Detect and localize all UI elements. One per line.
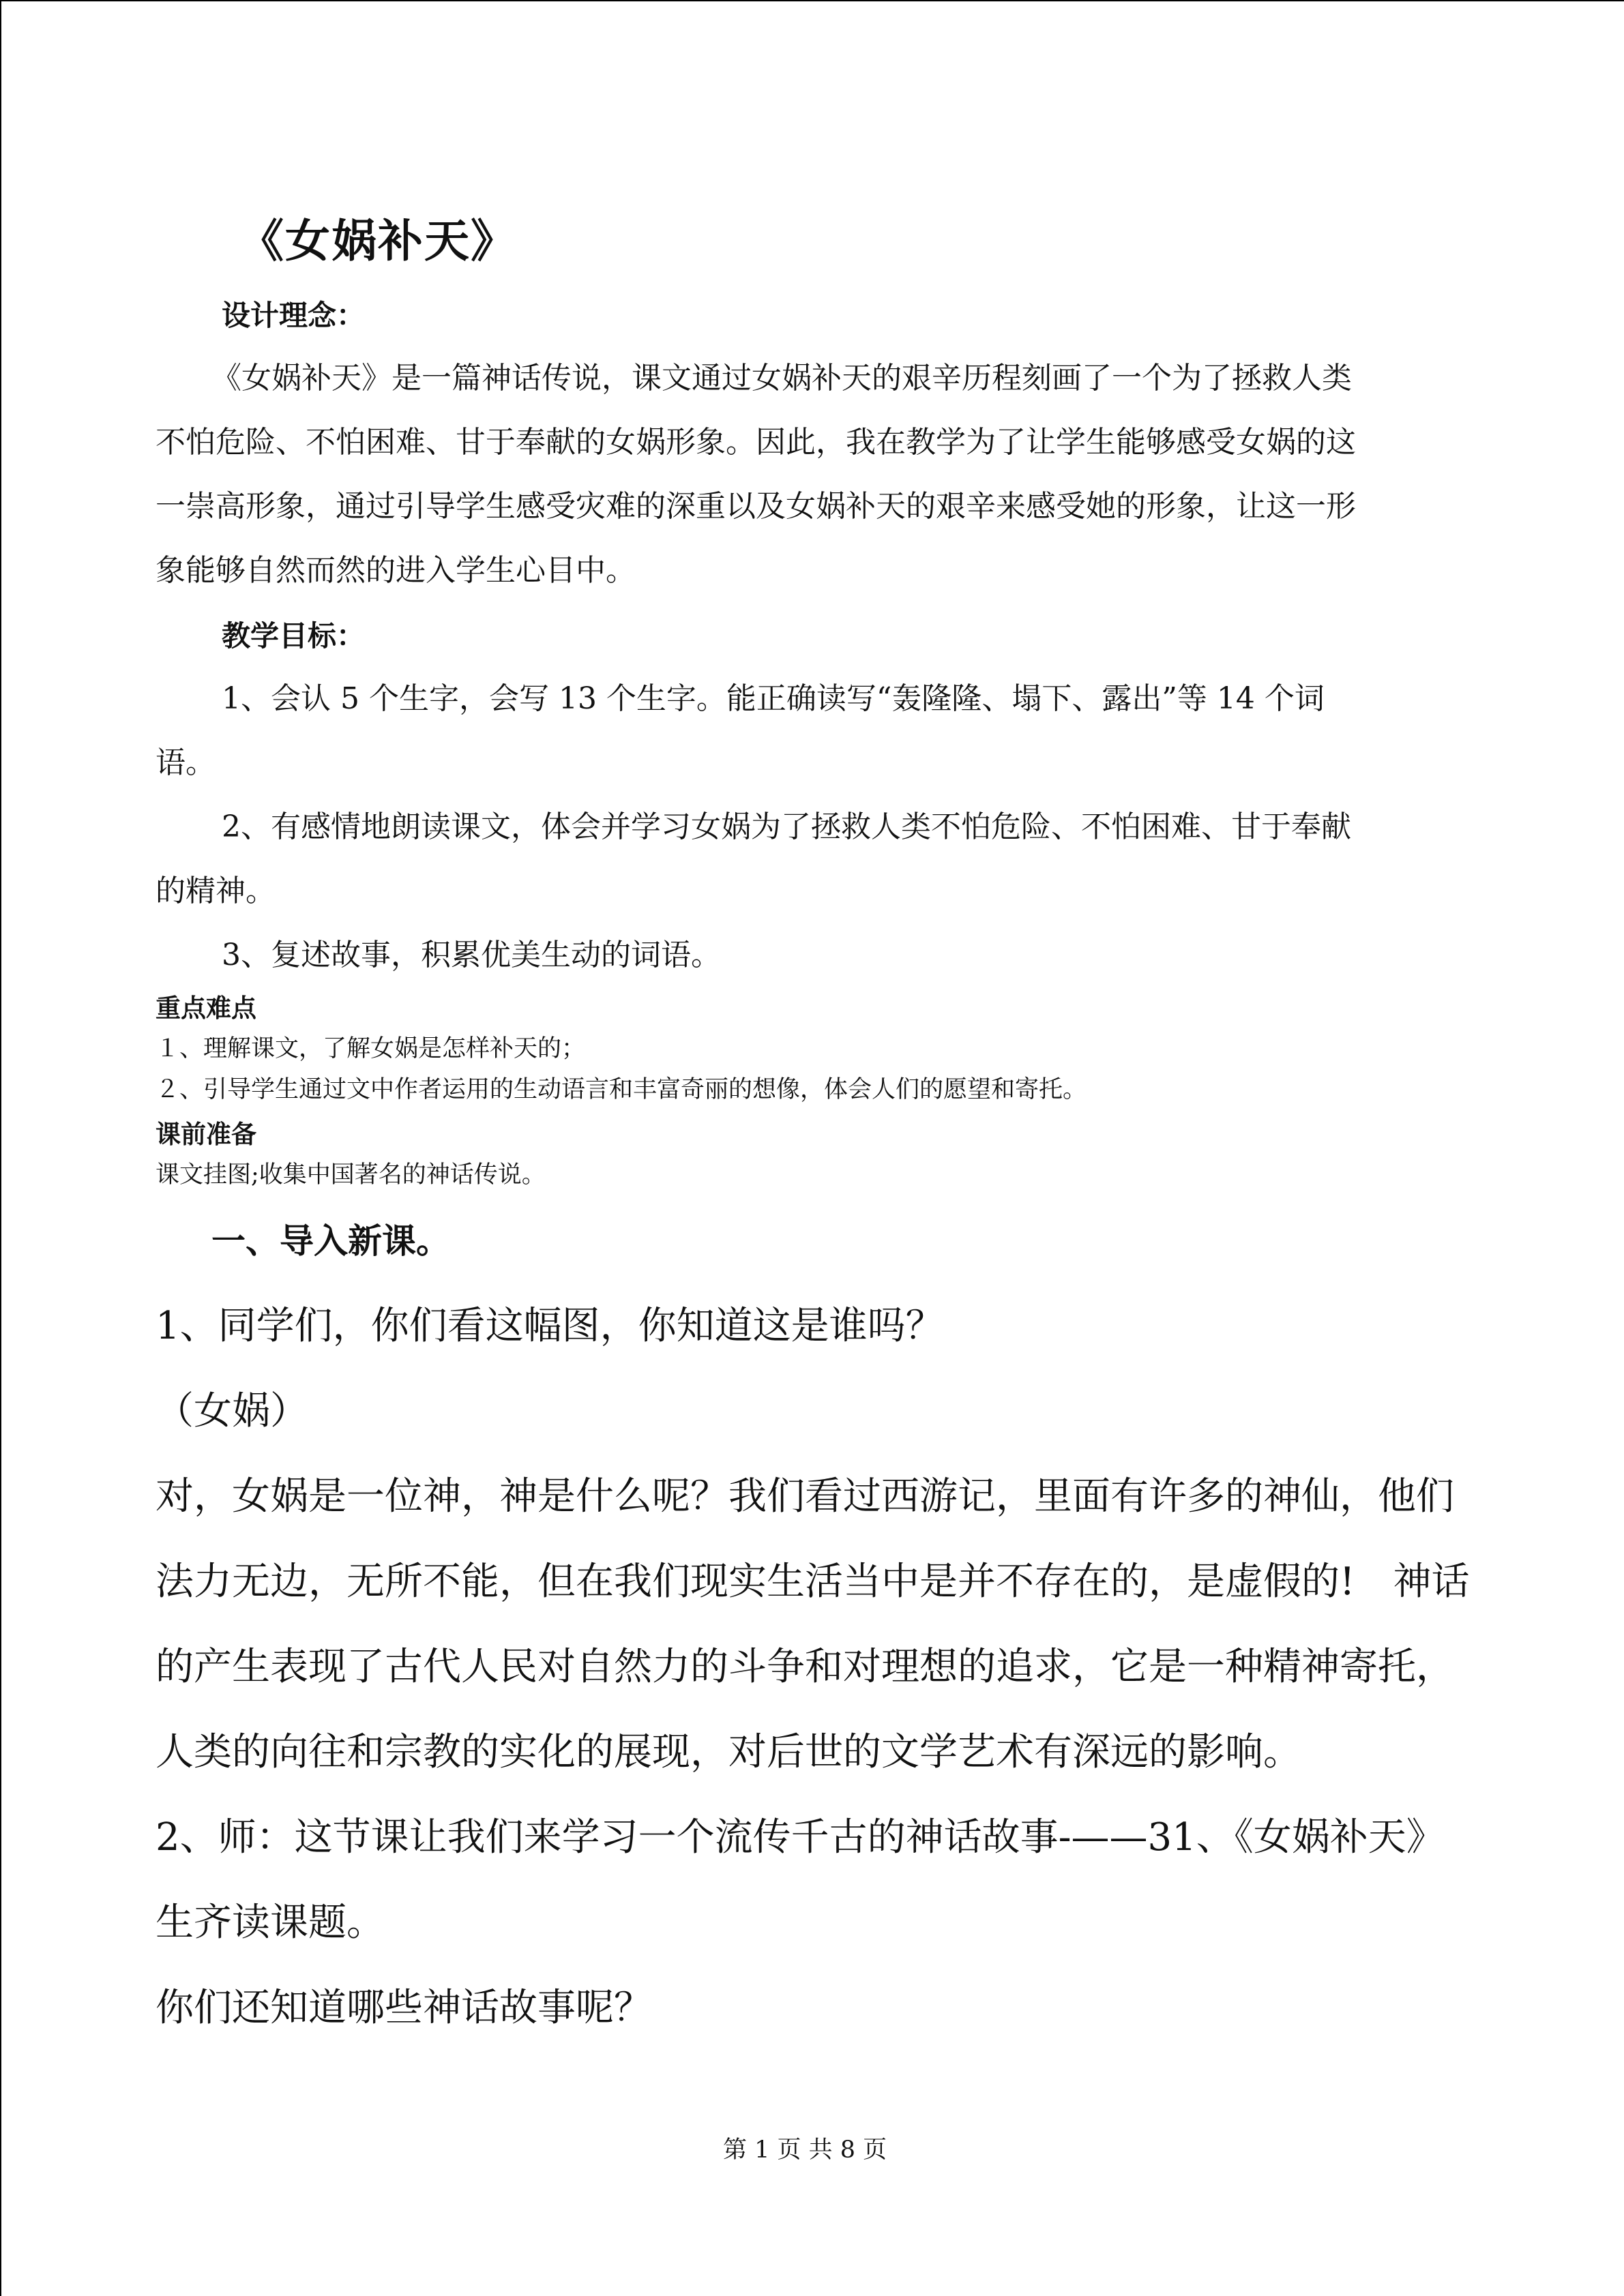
- page-footer: 第 1 页 共 8 页: [723, 2136, 887, 2164]
- design-line: 一崇高形象，通过引导学生感受灾难的深重以及女娲补天的艰辛来感受她的形象，让这一形: [156, 489, 1356, 524]
- lesson-explanation-line: 的产生表现了古代人民对自然力的斗争和对理想的追求，它是一种精神寄托，: [156, 1645, 1454, 1689]
- goals-heading: 教学目标：: [222, 619, 366, 653]
- goal-item-continued: 的精神。: [156, 874, 276, 908]
- lesson-explanation-line: 对，女娲是一位神，神是什么呢？我们看过西游记，里面有许多的神仙，他们: [156, 1474, 1454, 1519]
- design-line: 不怕危险、不怕困难、甘于奉献的女娲形象。因此，我在教学为了让学生能够感受女娲的这: [156, 425, 1356, 460]
- preparation-text: 课文挂图;收集中国著名的神话传说。: [156, 1161, 546, 1189]
- preparation-heading: 课前准备: [156, 1119, 256, 1149]
- lesson-heading: 一、导入新课。: [211, 1221, 450, 1261]
- goal-item-continued: 语。: [156, 745, 216, 780]
- design-line: 象能够自然而然的进入学生心目中。: [156, 553, 636, 588]
- key-point-item: １、理解课文，了解女娲是怎样补天的；: [156, 1035, 586, 1062]
- lesson-question: 2、师：这节课让我们来学习一个流传千古的神话故事-——31、《女娲补天》: [156, 1815, 1445, 1860]
- lesson-explanation-line: 法力无边，无所不能，但在我们现实生活当中是并不存在的，是虚假的! 神话: [156, 1560, 1470, 1604]
- key-points-heading: 重点难点: [156, 993, 256, 1023]
- key-point-item: ２、引导学生通过文中作者运用的生动语言和丰富奇丽的想像，体会人们的愿望和寄托。: [156, 1076, 1087, 1103]
- goal-item: 3、复述故事，积累优美生动的词语。: [222, 938, 721, 972]
- design-heading: 设计理念：: [222, 299, 366, 332]
- lesson-answer: （女娲）: [156, 1389, 308, 1433]
- lesson-question: 你们还知道哪些神话故事呢？: [156, 1986, 652, 2030]
- design-line: 《女娲补天》是一篇神话传说，课文通过女娲补天的艰辛历程刻画了一个为了拯救人类: [211, 361, 1352, 396]
- lesson-explanation-line: 人类的向往和宗教的实化的展现，对后世的文学艺术有深远的影响。: [156, 1730, 1301, 1774]
- goal-item: 1、会认 5 个生字，会写 13 个生字。能正确读写“轰隆隆、塌下、露出”等 14 个词: [222, 681, 1325, 716]
- lesson-instruction: 生齐读课题。: [156, 1900, 385, 1945]
- lesson-question: 1、同学们，你们看这幅图，你知道这是谁吗？: [156, 1304, 944, 1348]
- document-title: 《女娲补天》: [239, 214, 517, 267]
- goal-item: 2、有感情地朗读课文，体会并学习女娲为了拯救人类不怕危险、不怕困难、甘于奉献: [222, 809, 1351, 844]
